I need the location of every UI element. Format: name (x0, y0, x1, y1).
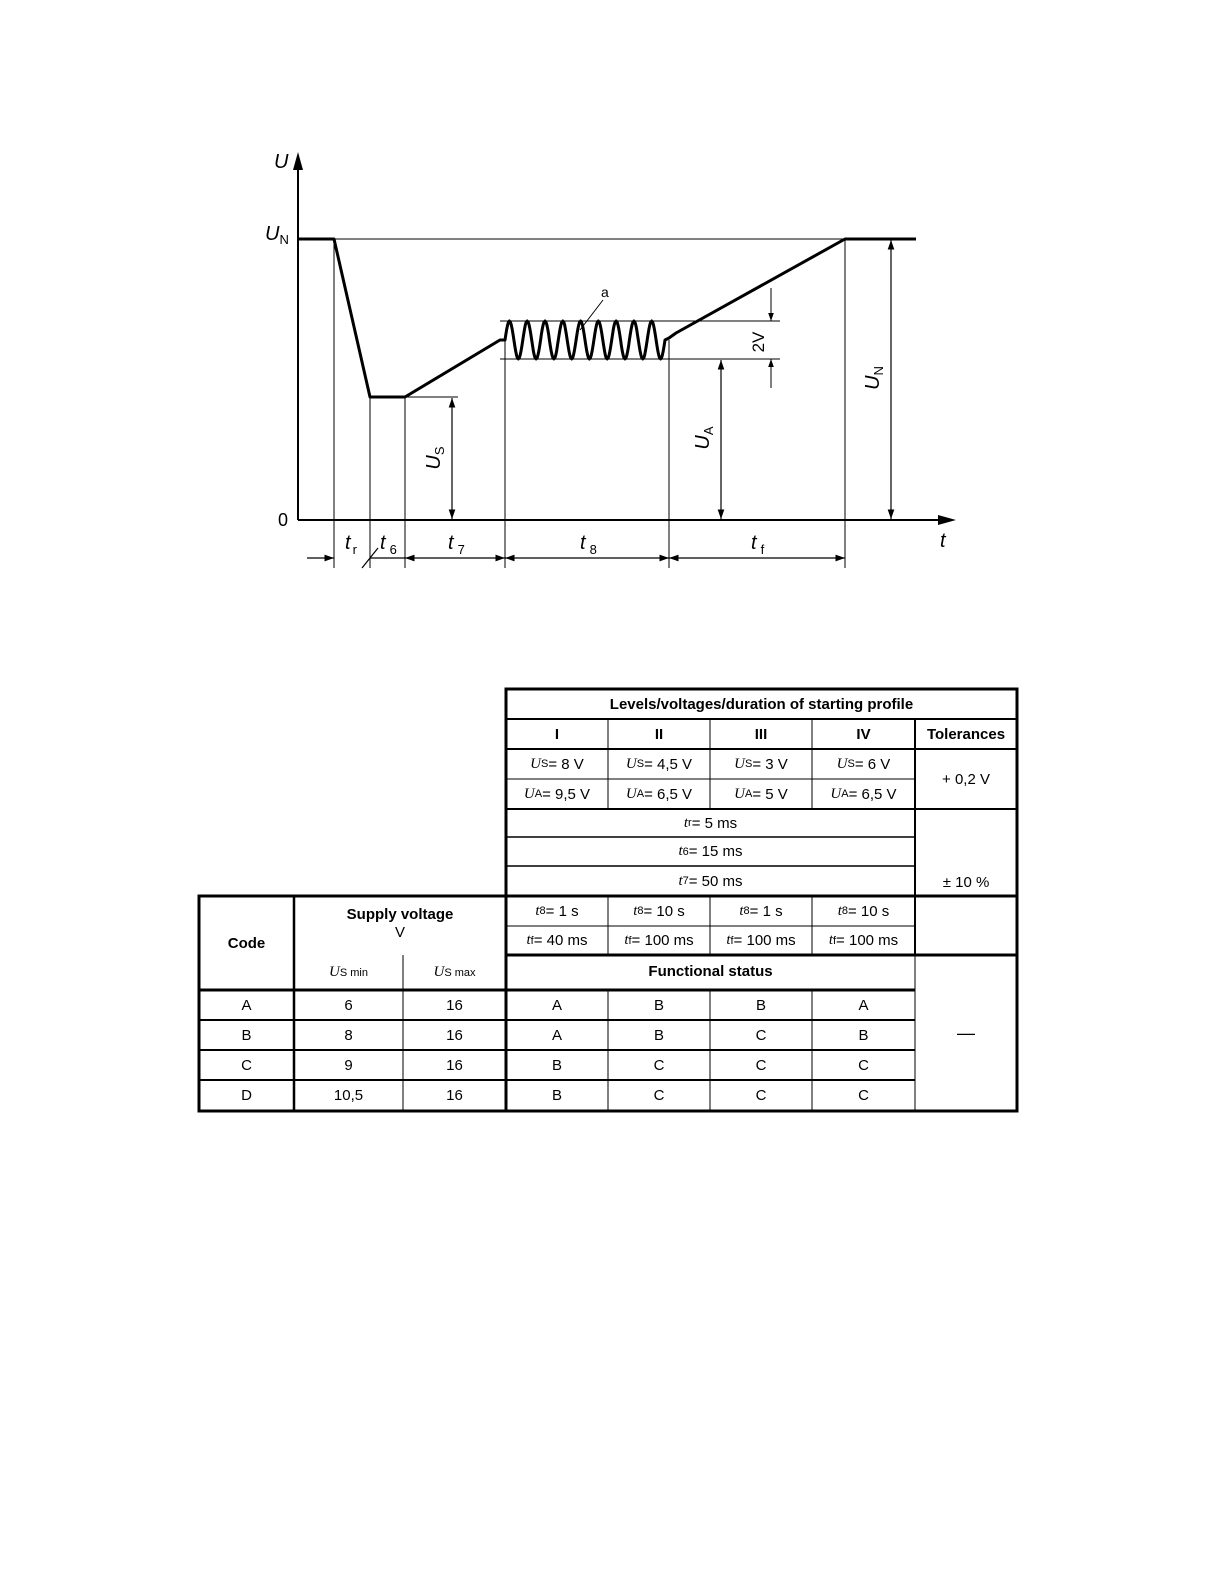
annotation-a-label: a (601, 284, 609, 300)
us-dim-label: $U_S$ (423, 446, 447, 470)
t8-level-i: t 8 = 1 s (535, 902, 579, 920)
row-b-max: 16 (446, 1026, 463, 1044)
tf-level-ii: t f = 100 ms (624, 932, 694, 949)
tf-level-i: t f = 40 ms (526, 932, 588, 949)
voltage-profile-curve (298, 239, 916, 397)
x-axis-label: t (940, 530, 946, 552)
t8-level-ii: t 8 = 10 s (633, 902, 685, 920)
row-a-code: A (241, 996, 252, 1014)
row-b-status-iv: B (858, 1026, 869, 1044)
level-header-iii: III (754, 725, 768, 743)
time-label-t8: t $_8$ (580, 532, 597, 557)
table-grid (199, 689, 1017, 1111)
row-b-code: B (241, 1026, 252, 1044)
y-axis-label: U (274, 151, 289, 173)
t7-value: t 7 = 50 ms (678, 872, 743, 890)
us-level-iii: U S = 3 V (734, 755, 788, 773)
supply-voltage-title: Supply voltage (346, 906, 454, 923)
time-boundary-lines (334, 239, 845, 568)
row-c-max: 16 (446, 1056, 463, 1074)
y-axis-arrowhead (293, 152, 303, 170)
time-dimension-arrows (307, 548, 845, 568)
row-b-status-i: A (551, 1026, 562, 1044)
row-d-max: 16 (446, 1087, 463, 1104)
ua-level-ii: U A = 6,5 V (625, 785, 693, 803)
t6-value: t 6 = 15 ms (678, 843, 743, 860)
time-label-tf: t $_f$ (751, 532, 765, 557)
profile-header: Levels/voltages/duration of starting profile (609, 695, 914, 713)
row-a-status-iii: B (755, 996, 766, 1014)
voltage-tolerance: + 0,2 V (942, 770, 990, 788)
row-c-min: 9 (344, 1056, 353, 1074)
zero-label: 0 (278, 510, 289, 530)
tf-level-iv: t f = 100 ms (828, 932, 899, 949)
us-min-header: U S min (329, 964, 368, 980)
row-d-code: D (241, 1087, 252, 1104)
level-header-ii: II (654, 725, 664, 743)
time-label-tr: t $_r$ (345, 532, 357, 557)
row-d-status-i: B (551, 1087, 562, 1104)
us-max-header: U S max (433, 964, 476, 980)
time-label-t7: t $_7$ (448, 532, 465, 557)
us-level-iv: U S = 6 V (836, 755, 891, 773)
tr-value: t r = 5 ms (683, 814, 738, 832)
time-label-t6: t $_6$ (380, 532, 397, 557)
row-d-status-iii: C (755, 1087, 767, 1104)
functional-status-header: Functional status (648, 962, 773, 980)
supply-voltage-unit: V (394, 924, 405, 941)
row-b-min: 8 (344, 1026, 353, 1044)
row-a-status-iv: A (858, 996, 869, 1014)
tf-level-iii: t f = 100 ms (726, 932, 796, 949)
row-b-status-iii: C (755, 1026, 767, 1044)
row-b-status-ii: B (653, 1026, 664, 1044)
un-dim-label: $U_N$ (862, 366, 886, 390)
ua-dim-label: $U_A$ (692, 426, 716, 450)
t8-level-iv: t 8 = 10 s (837, 902, 890, 920)
row-a-max: 16 (446, 996, 463, 1014)
row-a-status-ii: B (653, 996, 664, 1014)
code-header: Code (227, 934, 266, 952)
status-tolerance-dash: — (957, 1022, 975, 1043)
level-header-i: I (554, 725, 560, 743)
row-d-min: 10,5 (333, 1087, 364, 1104)
ua-level-iv: U A = 6,5 V (830, 785, 897, 803)
row-c-code: C (241, 1056, 252, 1074)
time-tolerance: ± 10 % (942, 873, 990, 891)
row-d-status-iv: C (858, 1087, 869, 1104)
level-header-iv: IV (856, 725, 871, 743)
row-a-status-i: A (551, 996, 562, 1014)
ripple-2v-label: 2V (749, 331, 768, 353)
us-level-ii: U S = 4,5 V (625, 755, 693, 773)
row-c-status-iii: C (755, 1056, 767, 1074)
t8-level-iii: t 8 = 1 s (739, 902, 783, 920)
row-c-status-ii: C (653, 1056, 665, 1074)
us-level-i: U S = 8 V (530, 755, 584, 773)
un-level-label: $U_N$ (265, 223, 289, 247)
ua-level-iii: U A = 5 V (734, 785, 788, 803)
row-c-status-i: B (551, 1056, 562, 1074)
x-axis-arrowhead (938, 515, 956, 525)
row-d-status-ii: C (653, 1087, 665, 1104)
row-c-status-iv: C (858, 1056, 869, 1074)
row-a-min: 6 (344, 996, 353, 1014)
ua-level-i: U A = 9,5 V (523, 785, 591, 803)
tolerances-header: Tolerances (926, 725, 1006, 743)
